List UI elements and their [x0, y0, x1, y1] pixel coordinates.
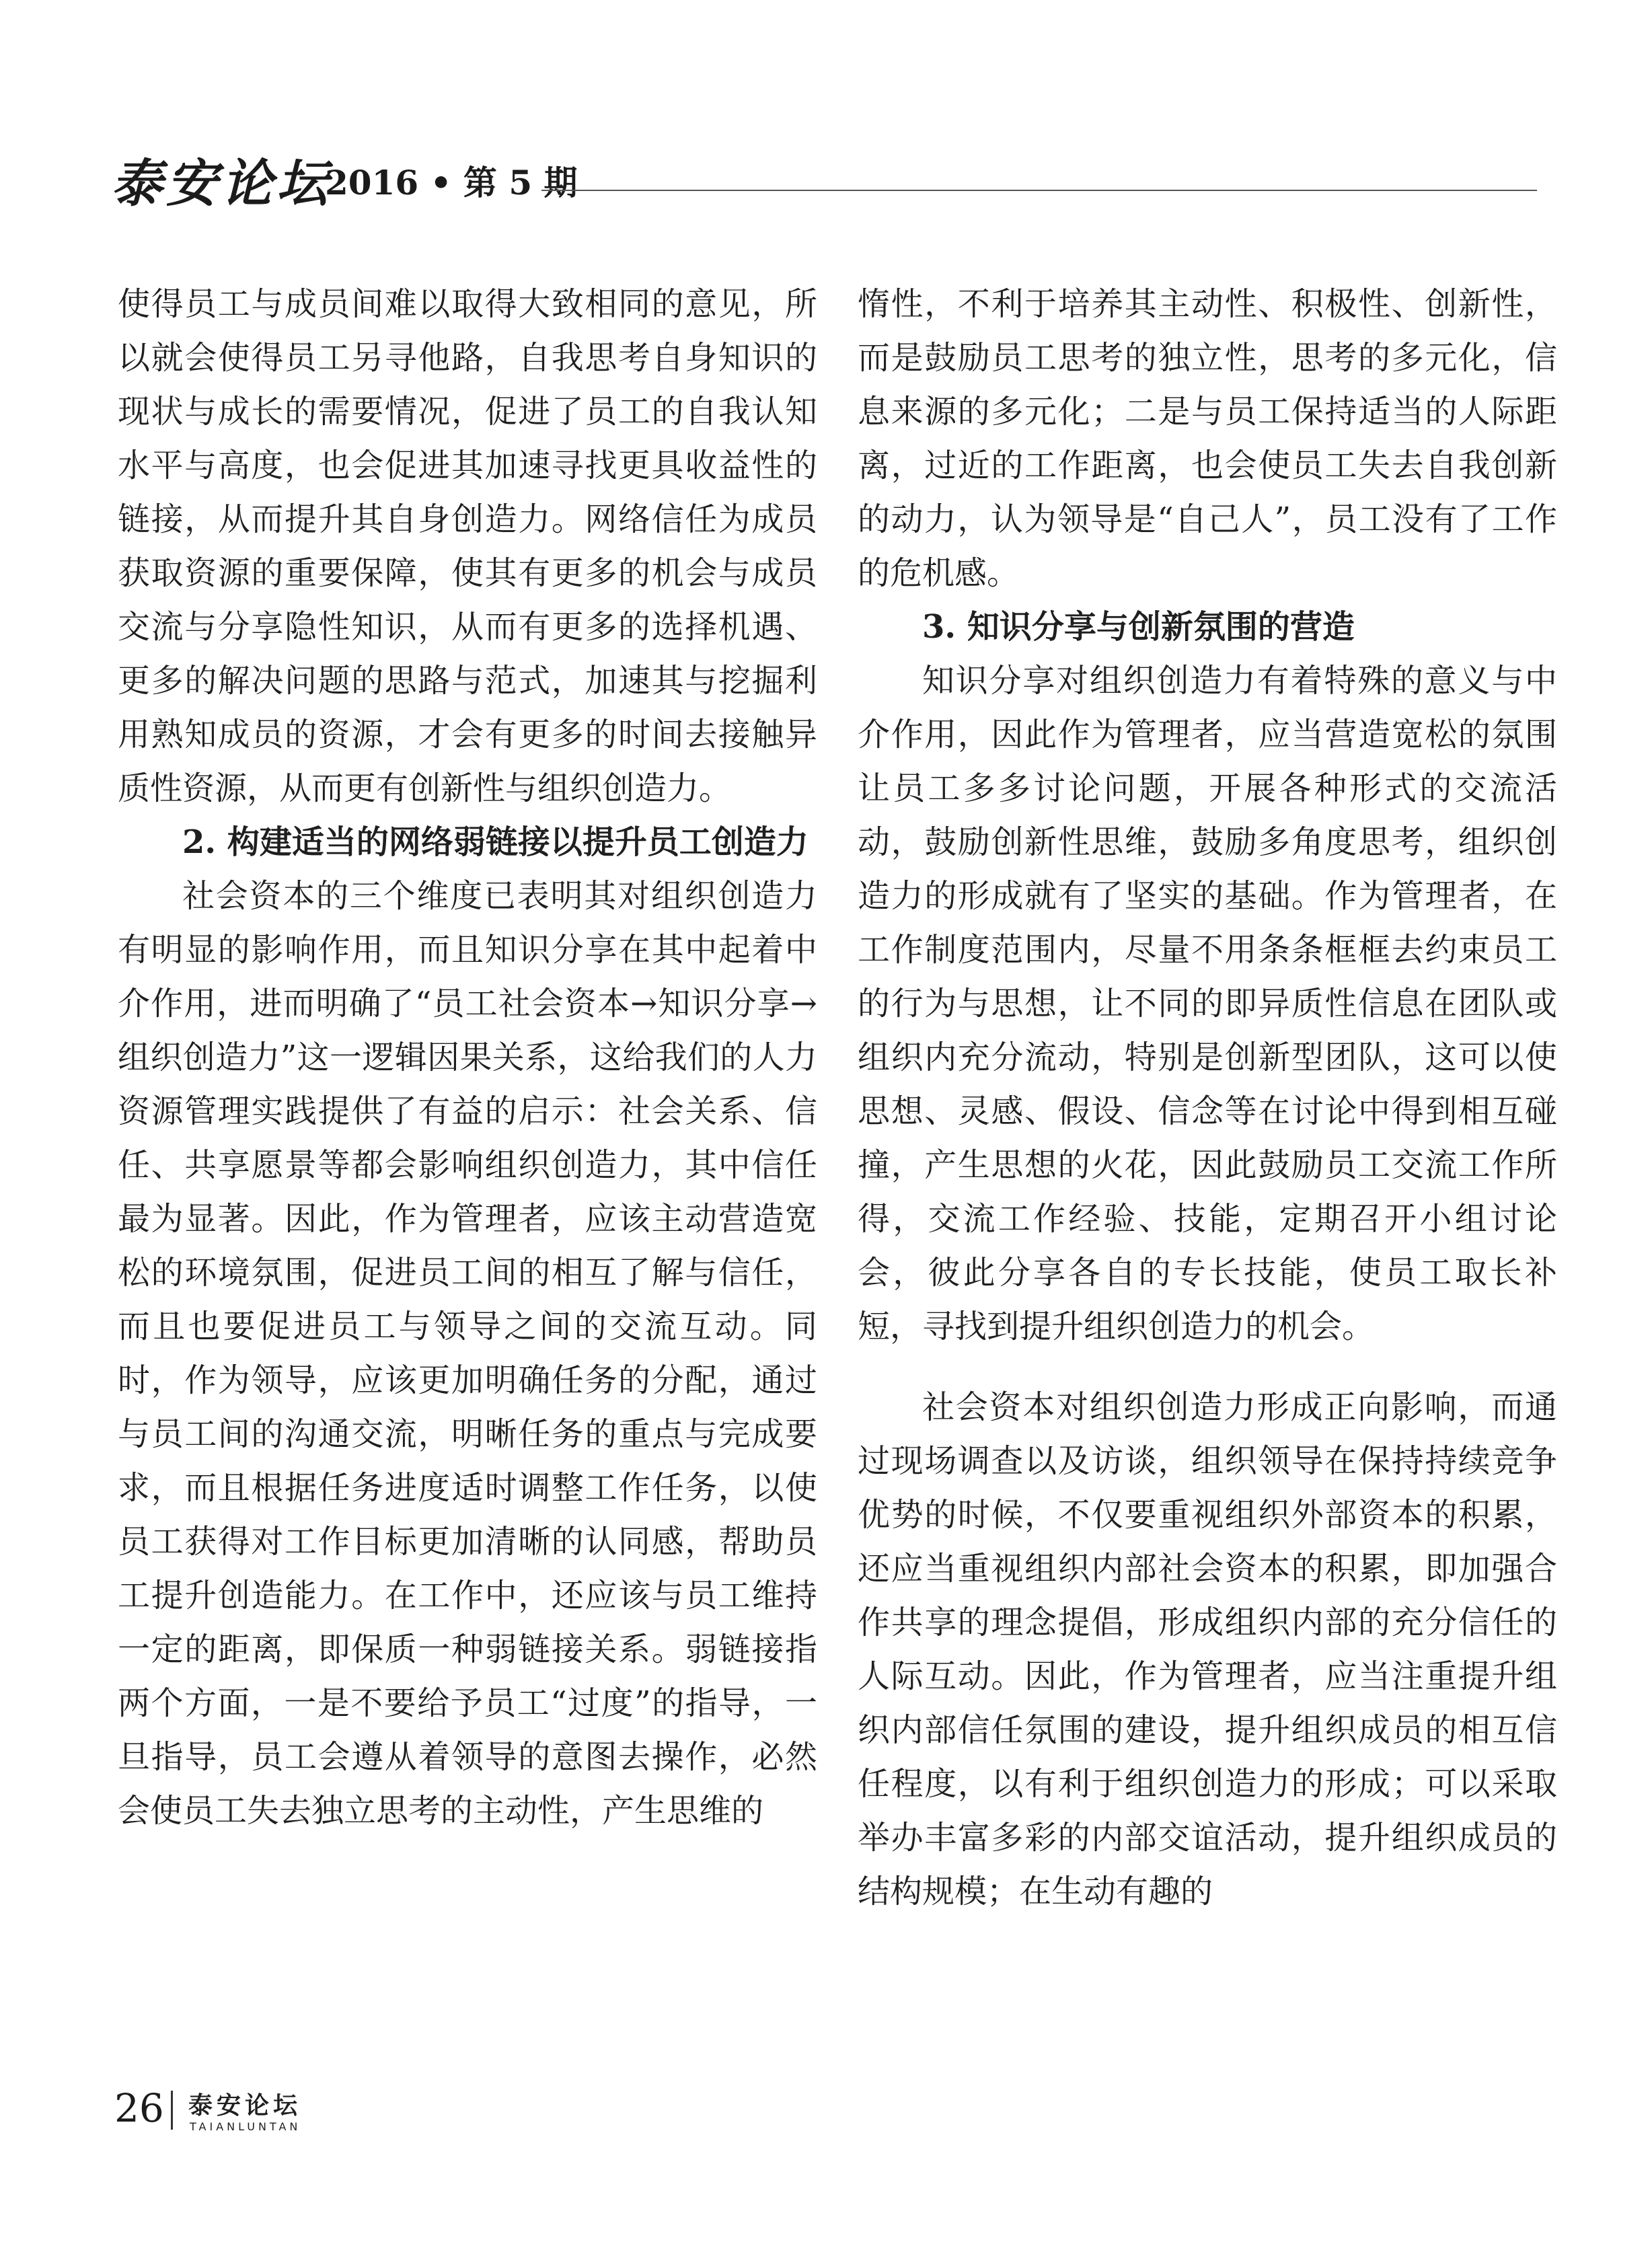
right-column [858, 277, 1557, 1918]
paragraph: 知识分享对组织创造力有着特殊的意义与中介作用，因此作为管理者，应当营造宽松的氛围让员工多多讨论问题，开展各种形式的交流活动，鼓励创新性思维，鼓励多角度思考，组织创造力的形成就有了坚实的基础。作为管理者，在工作制度范围内，尽量不用条条框框去约束员工的行为与思想，让不同的即异质性信息在团队或组织内充分流动，特别是创新型团队，这可以使思想、灵感、假设、信念等在讨论中得到相互碰撞，产生思想的火花，因此鼓励员工交流工作所得，交流工作经验、技能，定期召开小组讨论会，彼此分享各自的专长技能，使员工取长补短，寻找到提升组织创造力的机会。 [858, 662, 1557, 1345]
journal-title: 泰安论坛 [111, 153, 332, 213]
paragraph: 社会资本的三个维度已表明其对组织创造力有明显的影响作用，而且知识分享在其中起着中介作用，进而明确了“员工社会资本→知识分享→组织创造力”这一逻辑因果关系，这给我们的人力资源管理实践提供了有益的启示：社会关系、信任、共享愿景等都会影响组织创造力，其中信任最为显著。因此，作为管理者，应该主动营造宽松的环境氛围，促进员工间的相互了解与信任，而且也要促进员工与领导之间的交流互动。同时，作为领导，应该更加明确任务的分配，通过与员工间的沟通交流，明晰任务的重点与完成要求，而且根据任务进度适时调整工作任务，以使员工获得对工作目标更加清晰的认同感，帮助员工提升创造能力。在工作中，还应该与员工维持一定的距离，即保质一种弱链接关系。弱链接指两个方面，一是不要给予员工“过度”的指导，一旦指导，员工会遵从着领导的意图去操作，必然会使员工失去独立思考的主动性，产生思维的 [118, 877, 817, 1830]
running-header [111, 143, 1537, 213]
header-rule [541, 190, 1537, 191]
footer-brand-pinyin: TAIANLUNTAN [190, 2120, 301, 2133]
footer-brand: 泰安论坛 [188, 2092, 302, 2120]
paragraph: 惰性，不利于培养其主动性、积极性、创新性，而是鼓励员工思考的独立性，思考的多元化，信息来源的多元化；二是与员工保持适当的人际距离，过近的工作距离，也会使员工失去自我创新的动力，认为领导是“自己人”，员工没有了工作的危机感。 [858, 285, 1557, 592]
paragraph: 使得员工与成员间难以取得大致相同的意见，所以就会使得员工另寻他路，自我思考自身知识的现状与成长的需要情况，促进了员工的自我认知水平与高度，也会促进其加速寻找更具收益性的链接，从而提升其自身创造力。网络信任为成员获取资源的重要保障，使其有更多的机会与成员交流与分享隐性知识，从而有更多的选择机遇、更多的解决问题的思路与范式，加速其与挖掘利用熟知成员的资源，才会有更多的时间去接触异质性资源，从而更有创新性与组织创造力。 [118, 285, 817, 807]
issue-label: 2016 • 第 5 期 [325, 163, 578, 202]
left-column [118, 277, 817, 1838]
footer-divider [171, 2091, 173, 2130]
section-heading: 3. 知识分享与创新氛围的营造 [922, 608, 1355, 646]
page-number: 26 [114, 2085, 164, 2131]
paragraph: 社会资本对组织创造力形成正向影响，而通过现场调查以及访谈，组织领导在保持持续竞争优势的时候，不仅要重视组织外部资本的积累，还应当重视组织内部社会资本的积累，即加强合作共享的理念提倡，形成组织内部的充分信任的人际互动。因此，作为管理者，应当注重提升组织内部信任氛围的建设，提升组织成员的相互信任程度，以有利于组织创造力的形成；可以采取举办丰富多彩的内部交谊活动，提升组织成员的结构规模；在生动有趣的 [858, 1388, 1557, 1910]
section-heading: 2. 构建适当的网络弱链接以提升员工创造力 [182, 823, 809, 861]
